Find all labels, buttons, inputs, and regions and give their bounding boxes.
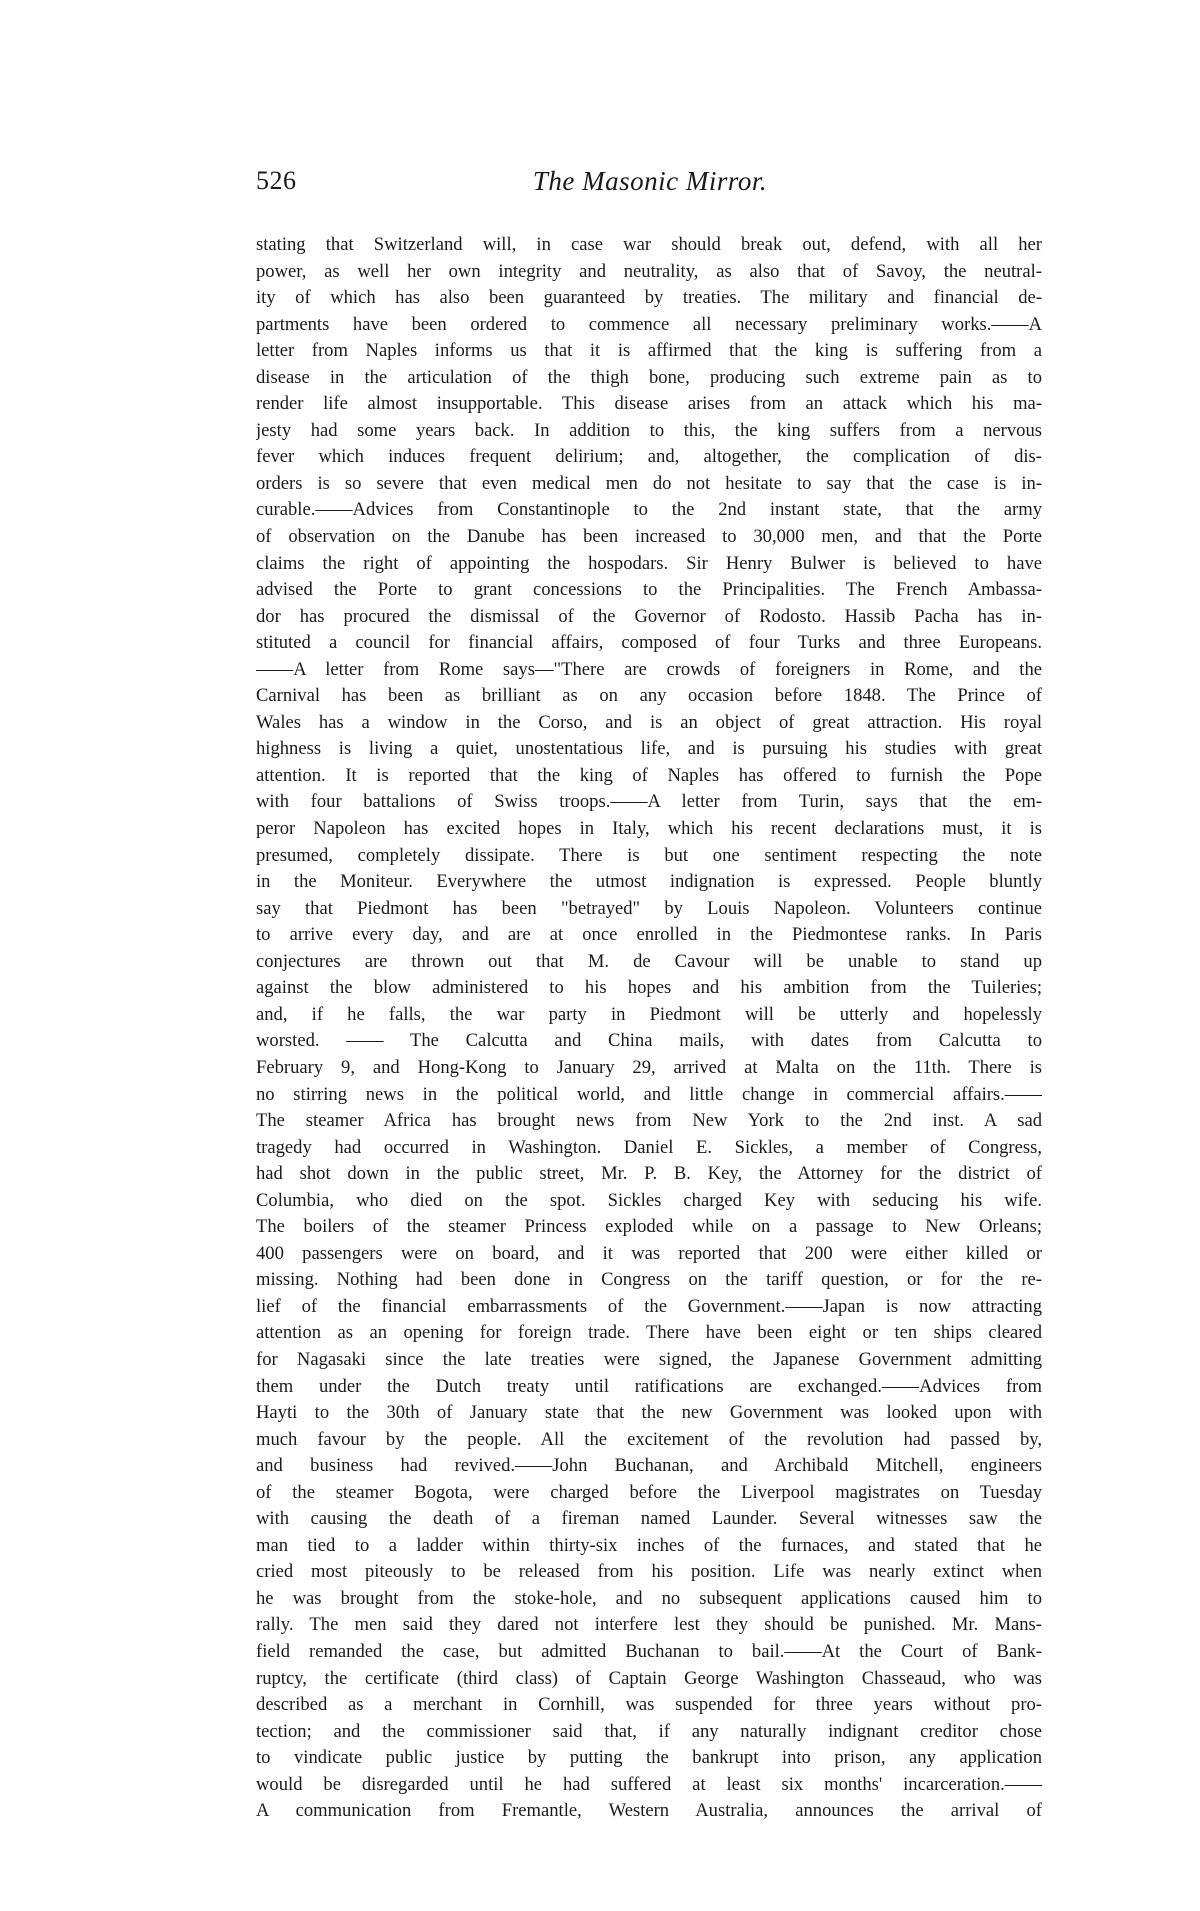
text-line: attention as an opening for foreign trade. There have been eight or ten ships cleared xyxy=(256,1322,1042,1344)
text-line: would be disregarded until he had suffered at least six months' incarceration.—— xyxy=(256,1773,1042,1795)
text-line: for Nagasaki since the late treaties were signed, the Japanese Government admitting xyxy=(256,1348,1042,1370)
text-line: render life almost insupportable. This disease arises from an attack which his ma- xyxy=(256,393,1042,415)
text-line: with four battalions of Swiss troops.——A letter from Turin, says that the em- xyxy=(256,791,1042,813)
text-line: ——A letter from Rome says—"There are crowds of foreigners in Rome, and the xyxy=(256,658,1042,680)
text-line: letter from Naples informs us that it is affirmed that the king is suffering from a xyxy=(256,340,1042,362)
text-line: curable.——Advices from Constantinople to the 2nd instant state, that the army xyxy=(256,499,1042,521)
text-line: lief of the financial embarrassments of the Government.——Japan is now attracting xyxy=(256,1295,1042,1317)
text-line: much favour by the people. All the excitement of the revolution had passed by, xyxy=(256,1428,1042,1450)
page-number: 526 xyxy=(256,166,297,195)
text-line: with causing the death of a fireman named Launder. Several witnesses saw the xyxy=(256,1508,1042,1530)
text-line: advised the Porte to grant concessions to the Principalities. The French Ambassa- xyxy=(256,579,1042,601)
text-line: Hayti to the 30th of January state that the new Government was looked upon with xyxy=(256,1402,1042,1424)
text-line: them under the Dutch treaty until ratifications are exchanged.——Advices from xyxy=(256,1375,1042,1397)
text-line: jesty had some years back. In addition to this, the king suffers from a nervous xyxy=(256,419,1042,441)
text-line: say that Piedmont has been "betrayed" by Louis Napoleon. Volunteers continue xyxy=(256,897,1042,919)
text-line: orders is so severe that even medical men do not hesitate to say that the case is in- xyxy=(256,472,1042,494)
text-line: power, as well her own integrity and neutrality, as also that of Savoy, the neutral- xyxy=(256,260,1042,282)
text-line: and business had revived.——John Buchanan, and Archibald Mitchell, engineers xyxy=(256,1455,1042,1477)
text-line: missing. Nothing had been done in Congress on the tariff question, or for the re- xyxy=(256,1269,1042,1291)
text-line: ity of which has also been guaranteed by treaties. The military and financial de- xyxy=(256,287,1042,309)
text-line: conjectures are thrown out that M. de Cavour will be unable to stand up xyxy=(256,950,1042,972)
text-line: tragedy had occurred in Washington. Daniel E. Sickles, a member of Congress, xyxy=(256,1136,1042,1158)
text-line: rally. The men said they dared not interfere lest they should be punished. Mr. Mans- xyxy=(256,1614,1042,1636)
running-head xyxy=(256,166,1044,202)
text-line: claims the right of appointing the hospodars. Sir Henry Bulwer is believed to have xyxy=(256,552,1042,574)
text-line: 400 passengers were on board, and it was reported that 200 were either killed or xyxy=(256,1242,1042,1264)
text-line: he was brought from the stoke-hole, and no subsequent applications caused him to xyxy=(256,1587,1042,1609)
text-line: stituted a council for financial affairs, composed of four Turks and three Europeans. xyxy=(256,632,1042,654)
text-line: described as a merchant in Cornhill, was suspended for three years without pro- xyxy=(256,1694,1042,1716)
text-line: February 9, and Hong-Kong to January 29, arrived at Malta on the 11th. There is xyxy=(256,1056,1042,1078)
text-line: Carnival has been as brilliant as on any occasion before 1848. The Prince of xyxy=(256,685,1042,707)
text-line: fever which induces frequent delirium; and, altogether, the complication of dis- xyxy=(256,446,1042,468)
text-line: man tied to a ladder within thirty-six inches of the furnaces, and stated that he xyxy=(256,1534,1042,1556)
text-line: ruptcy, the certificate (third class) of Captain George Washington Chasseaud, who was xyxy=(256,1667,1042,1689)
text-line: A communication from Fremantle, Western Australia, announces the arrival of xyxy=(256,1800,1042,1822)
text-line: stating that Switzerland will, in case war should break out, defend, with all her xyxy=(256,234,1042,255)
text-line: to vindicate public justice by putting the bankrupt into prison, any application xyxy=(256,1747,1042,1769)
text-line: field remanded the case, but admitted Buchanan to bail.——At the Court of Bank- xyxy=(256,1640,1042,1662)
text-line: dor has procured the dismissal of the Governor of Rodosto. Hassib Pacha has in- xyxy=(256,605,1042,627)
text-line: to arrive every day, and are at once enrolled in the Piedmontese ranks. In Paris xyxy=(256,924,1042,946)
journal-title: The Masonic Mirror. xyxy=(532,166,768,196)
article-body xyxy=(256,232,1042,1825)
text-line: presumed, completely dissipate. There is but one sentiment respecting the note xyxy=(256,844,1042,866)
text-line: disease in the articulation of the thigh bone, producing such extreme pain as to xyxy=(256,366,1042,388)
text-line: attention. It is reported that the king of Naples has offered to furnish the Pope xyxy=(256,764,1042,786)
text-line: and, if he falls, the war party in Piedmont will be utterly and hopelessly xyxy=(256,1003,1042,1025)
text-line: of the steamer Bogota, were charged before the Liverpool magistrates on Tuesday xyxy=(256,1481,1042,1503)
text-line: Wales has a window in the Corso, and is an object of great attraction. His royal xyxy=(256,711,1042,733)
text-line: cried most piteously to be released from his position. Life was nearly extinct when xyxy=(256,1561,1042,1583)
text-line: no stirring news in the political world, and little change in commercial affairs.—— xyxy=(256,1083,1042,1105)
text-line: had shot down in the public street, Mr. P. B. Key, the Attorney for the district of xyxy=(256,1163,1042,1185)
text-line: tection; and the commissioner said that, if any naturally indignant creditor chose xyxy=(256,1720,1042,1742)
text-line: highness is living a quiet, unostentatious life, and is pursuing his studies with great xyxy=(256,738,1042,760)
text-line: partments have been ordered to commence all necessary preliminary works.——A xyxy=(256,313,1042,335)
text-line: The steamer Africa has brought news from New York to the 2nd inst. A sad xyxy=(256,1110,1042,1132)
text-line: in the Moniteur. Everywhere the utmost indignation is expressed. People bluntly xyxy=(256,871,1042,893)
text-line: peror Napoleon has excited hopes in Italy, which his recent declarations must, it is xyxy=(256,818,1042,840)
text-line: of observation on the Danube has been increased to 30,000 men, and that the Porte xyxy=(256,526,1042,548)
text-line: The boilers of the steamer Princess exploded while on a passage to New Orleans; xyxy=(256,1216,1042,1238)
text-line: against the blow administered to his hopes and his ambition from the Tuileries; xyxy=(256,977,1042,999)
text-line: worsted. —— The Calcutta and China mails, with dates from Calcutta to xyxy=(256,1030,1042,1052)
text-line: Columbia, who died on the spot. Sickles charged Key with seducing his wife. xyxy=(256,1189,1042,1211)
